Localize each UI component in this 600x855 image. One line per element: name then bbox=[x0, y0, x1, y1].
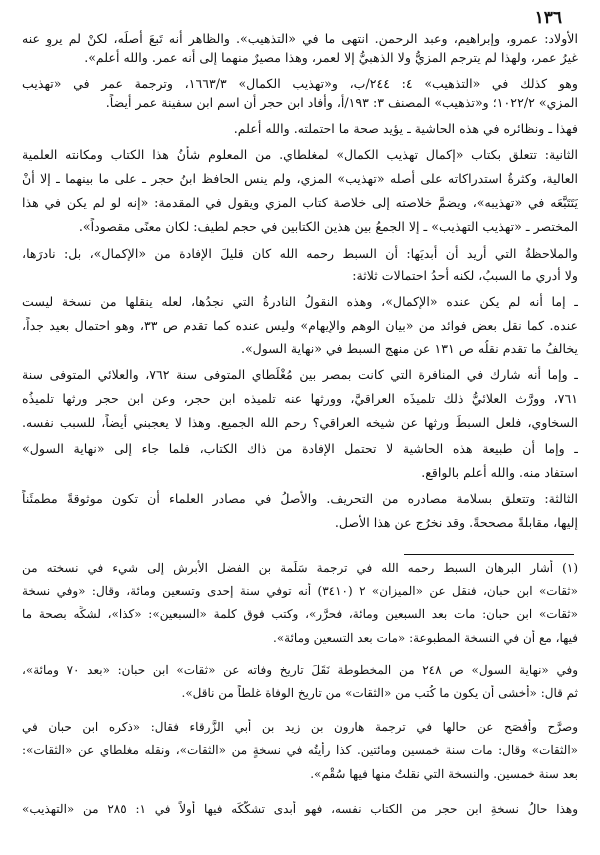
footnote-line: وهذا حالُ نسخةِ ابن حجر من الكتاب نفسه، فهو أبدى تشكُّكَه فيها أولاً في ١: ٢٨٥ من «التهذيب» bbox=[22, 802, 578, 816]
body-line: ـ إما أنه لم يكن عنده «الإكمال»، وهذه النقولُ النادرةُ التي نجدُها، لعله ينقلها من نسخة ليست bbox=[22, 294, 578, 309]
body-line: والملاحظةُ التي أريد أن أُبديَها: أن السبط رحمه الله كان قليلَ الإفادة من «الإكمال»، بل: نادرَها، bbox=[22, 246, 578, 261]
footnote-line: «ثقات» ابن حبان، فنقل عن «الميزان» ٢ (٣٤١٠) أنه توفي سنة إحدى وتسعين ومائة، وقال: «وفي نسخة bbox=[22, 584, 578, 598]
body-line: ٧٦١، وورَّث العلائيُّ ذلك تلميذَه العراقيَّ، وورثها عنه تلميذه ابن حجر، وعن ابن حجر ورثها تلميذُه bbox=[22, 391, 578, 406]
body-line: استفاد منه. والله أعلم بالواقع. bbox=[421, 465, 578, 480]
page-number: ١٣٦ bbox=[534, 8, 562, 28]
body-line: ولا أدري ما السببُ، لكنه أحدُ احتمالات ثلاثة: bbox=[352, 268, 578, 283]
body-line: المزي» ١٠٢٢/٢؛ و«تذهيب» المصنف ٣: ١٩٣/أ، وأفاد ابن حجر أن اسم ابن سفينة عمر أيضاً. bbox=[105, 95, 578, 110]
footnote-line: «ثقات» ابن حبان: مات بعد السبعين ومائة، فحرَّر»، وكتب فوق كلمة «السبعين»: «كذا»، لشكِّه بصحة ما bbox=[22, 607, 578, 621]
footnote-line: وصرَّح وأفصَح عن حالها في ترجمة هارون بن زيد بن أبي الزَّرقاء فقال: «ذكره ابن حبان في bbox=[22, 720, 578, 734]
body-line: الثالثة: وتتعلق بسلامة مصادره من التحريف. والأصلُ في مصادر العلماء أن تكون موثوقةً مطمئَناً bbox=[22, 491, 578, 506]
footnote-separator bbox=[404, 554, 574, 555]
footnote-line: فيها، مع أن في النسخة المطبوعة: «مات بعد التسعين ومائة». bbox=[273, 631, 578, 645]
body-line: عنده. كما نقل بعض فوائد من «بيان الوهم والإيهام» وليس عنده كما تقدم ص ٣٣، وهو احتمال بعيد جداً، bbox=[22, 318, 578, 333]
footnote-line: «الثقات» وقال: مات سنة خمسين ومائتين. كذا رأيتُه في نسخةٍ من «الثقات»، ونقله مغلطاي عن «الثقات»: bbox=[22, 743, 578, 757]
body-line: يَتَتَبَّعَه في «تهذيبه»، ويضمَّ خلاصته إلى خلاصة كتاب المزي ويقول في المقدمة: «إنه لو لم يكن في هذا bbox=[22, 195, 578, 210]
footnote-line: (١) أشار البرهان السبط رحمه الله في ترجمة سَلَمة بن الفضل الأبرش إلى شيء في نسخته من bbox=[22, 561, 578, 575]
body-line: غيرُ عمر، ولهذا لم يترجم المزيُّ ولا الذهبيُّ إلا لعمر، وهذا مصيرٌ منهما إلى أنه عمر. والله أعلم». bbox=[84, 50, 578, 65]
body-line: فهذا ـ ونظائره في هذه الحاشية ـ يؤيد صحة ما احتملته. والله أعلم. bbox=[233, 121, 578, 136]
body-line: ـ وإما أن طبيعة هذه الحاشية لا تحتمل الإفادة من ذاك الكتاب، فلما جاء إلى «نهاية السول» bbox=[22, 441, 578, 456]
body-line: السخاوي، فلعل السبطَ ورثها عن شيخه العراقي؟ رحم الله الجميع. وهذا لا يعجبني أيضاً، للسبب نفسه. bbox=[22, 415, 578, 430]
footnote-line: ثم قال: «أخشى أن يكون ما كُتب من «الثقات» من تاريخ الوفاة غلطاً من ناقل». bbox=[181, 686, 578, 700]
body-line: الأولاد: عمرو، وإبراهيم، وعبد الرحمن. انتهى ما في «التذهيب». والظاهر أنه تَبعَ أصلَه، لكنْ لم يروِ عنه bbox=[22, 31, 578, 46]
body-line: إليها، مقابلةً مصححةً. وقد نخرُج عن هذا الأصل. bbox=[334, 515, 578, 530]
footnote-line: وفي «نهاية السول» ص ٢٤٨ من المخطوطة نَقَلَ تاريخ وفاته عن «ثقات» ابن حبان: «بعد ٧٠ ومائة»، bbox=[22, 663, 578, 677]
body-line: الثانية: تتعلق بكتاب «إكمال تهذيب الكمال» لمغلطاي. من المعلوم شأنُ هذا الكتاب ومكانته العلمية bbox=[22, 147, 578, 162]
footnote-line: بعد سنة خمسين. والنسخة التي نقلتُ منها فيها سُقْم». bbox=[310, 767, 578, 781]
body-line: ـ وإما أنه شارك في المنافرة التي كانت بمصر بين مُغْلَطاي المتوفى سنة ٧٦٢، والعلائي المتوفى سنة bbox=[22, 367, 578, 382]
body-line: العالية، وكثرةُ استدراكاته على أصله «تهذيب» المزي، ولم ينس الحافظ ابنُ حجر ـ على ما بينهما ـ إلا أنْ bbox=[22, 171, 578, 186]
body-line: وهو كذلك في «التذهيب» ٤: ٢٤٤/ب، و«تهذيب الكمال» ١٦٦٣/٣، وترجمة عمر في «تهذيب bbox=[22, 76, 578, 91]
body-line: يخالفُ ما تقدم نقلُه ص ١٣١ عن منهج السبط في «نهاية السول». bbox=[240, 341, 578, 356]
body-line: المختصر ـ «تهذيب التهذيب» ـ إلا الجمعُ بين هذين الكتابين في حجم لطيف: لكان معنًى مقصوداً». bbox=[78, 219, 578, 234]
